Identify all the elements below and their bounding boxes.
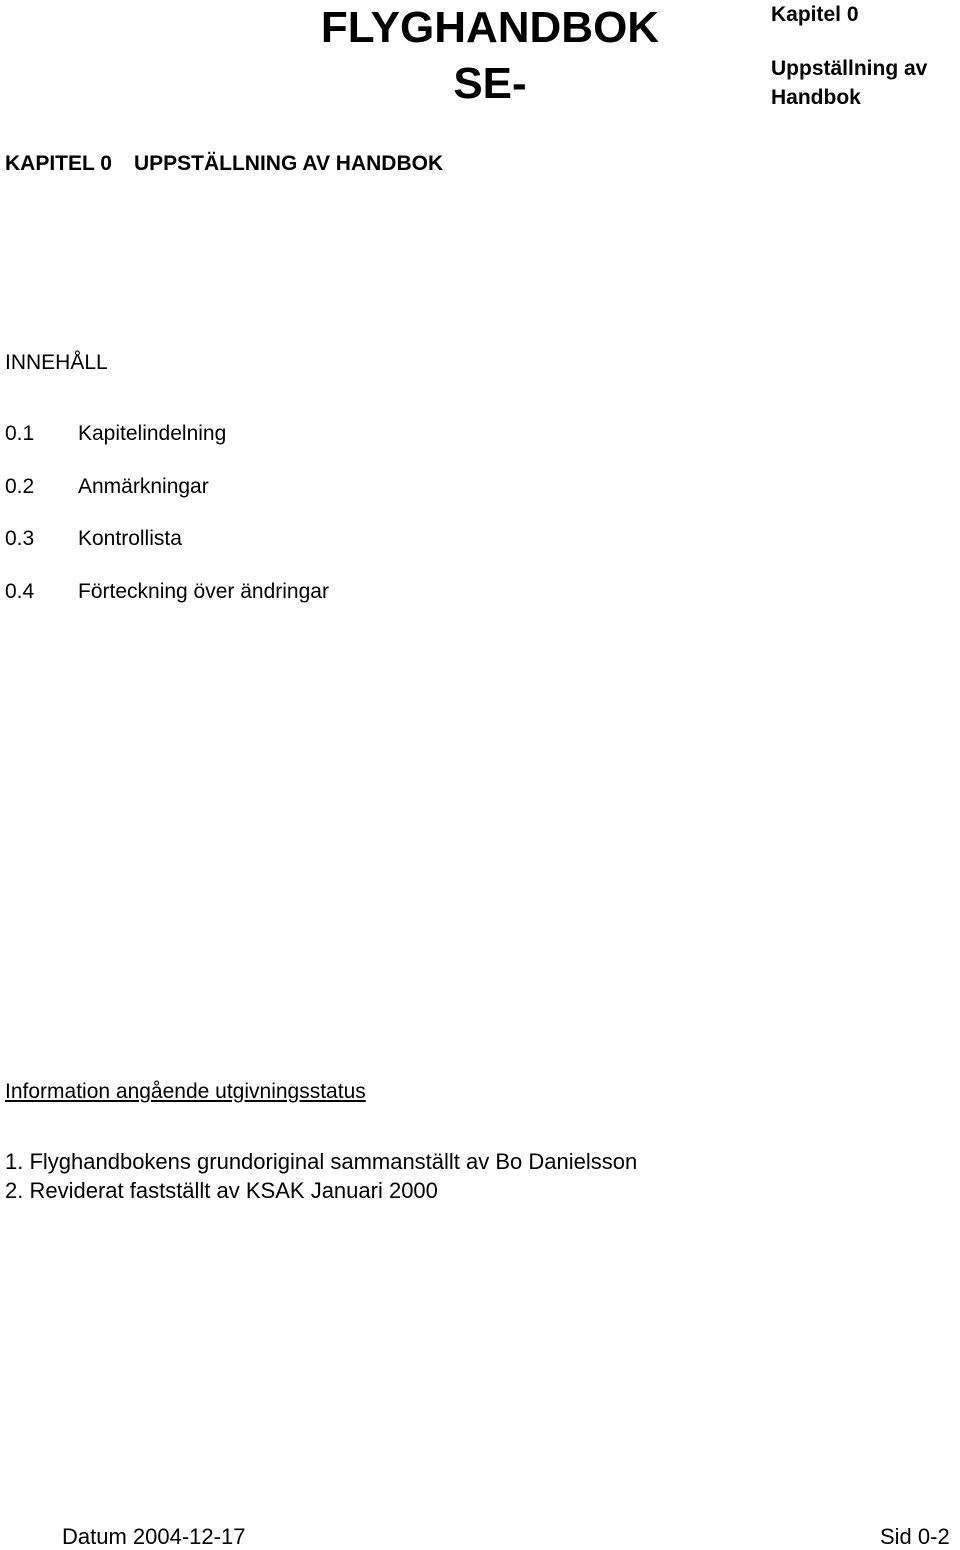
contents-heading: INNEHÅLL bbox=[5, 351, 108, 374]
toc-item-label: Kapitelindelning bbox=[78, 422, 227, 445]
footer-page-number: Sid 0-2 bbox=[880, 1524, 950, 1549]
document-title bbox=[300, 0, 680, 112]
footer-date: Datum 2004-12-17 bbox=[62, 1524, 246, 1549]
publication-status-heading: Information angående utgivningsstatus bbox=[5, 1080, 366, 1103]
toc-item bbox=[5, 419, 329, 472]
toc-item-label: Anmärkningar bbox=[78, 474, 209, 498]
chapter-header bbox=[771, 0, 960, 112]
publication-status-item: 1. Flyghandbokens grundoriginal sammanställt av Bo Danielsson bbox=[5, 1149, 638, 1174]
toc-item bbox=[5, 577, 329, 630]
table-of-contents bbox=[5, 419, 329, 630]
document-title-line1: FLYGHANDBOK bbox=[320, 3, 660, 52]
chapter-heading-number: KAPITEL 0 bbox=[5, 152, 112, 175]
chapter-name: Uppställning av Handbok bbox=[771, 57, 928, 109]
chapter-heading-title: UPPSTÄLLNING AV HANDBOK bbox=[133, 152, 444, 175]
toc-item-number: 0.4 bbox=[5, 580, 35, 604]
chapter-number: Kapitel 0 bbox=[771, 3, 859, 26]
toc-item-label: Kontrollista bbox=[78, 527, 182, 551]
publication-status-list bbox=[5, 1148, 637, 1205]
toc-item bbox=[5, 472, 329, 525]
toc-item-number: 0.2 bbox=[5, 474, 35, 498]
chapter-heading bbox=[5, 152, 443, 176]
toc-item-label: Förteckning över ändringar bbox=[78, 580, 329, 604]
toc-item-number: 0.3 bbox=[5, 527, 35, 551]
publication-status-item: 2. Reviderat fastställt av KSAK Januari 2000 bbox=[5, 1177, 438, 1203]
toc-item-number: 0.1 bbox=[5, 422, 35, 445]
toc-item bbox=[5, 524, 329, 577]
document-title-line2: SE- bbox=[453, 59, 527, 108]
